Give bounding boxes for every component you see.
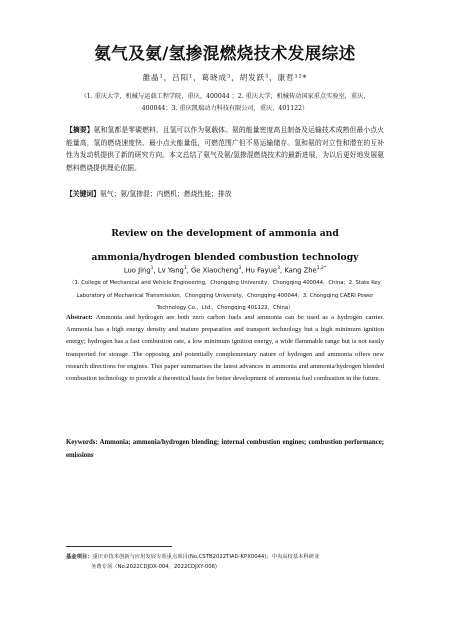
- author-affiliation-mark: 1: [150, 266, 154, 271]
- abstract-chinese: [66, 124, 384, 174]
- abstract-label-chinese: 【摘要】: [66, 126, 94, 134]
- author-list-chinese: 雒晶¹，吕阳¹，葛晓成³，胡发跃³，康哲¹²*: [142, 73, 308, 82]
- author-affiliation-mark: 3: [277, 266, 280, 271]
- author-affiliation-mark: 1,2*: [316, 266, 327, 271]
- author-name: Hu Fayue: [245, 266, 278, 275]
- abstract-text-english: Ammonia and hydrogen are both zero carbon fuels and ammonia can be used as a hydrogen carrier. Ammonia has a high energy density and mature preparation and transport technology but a high minimum ignition energy; hydrogen has a fast combustion rate, a low minimum ignition energy, a wide flammable range but is not easily transported for storage. The opposing and potentially complementary nature of hydrogen and ammonia offers new research directions for engines. This paper summarises the latest advances in ammonia and ammonia/hydrogen blended combustion technology to provide a theoretical basis for better development of ammonia fuel combustion in the future.: [66, 314, 384, 383]
- funding-text-line-1: 重庆市技术创新与应用发展专项重点项目(No.CSTB2022TIAD-KPX0044)；中央高校基本科研业: [92, 554, 320, 560]
- keywords-text-chinese: 氨气；氨/氢掺混；内燃机；燃烧性能；排放: [99, 190, 232, 198]
- author-name: Ge Xiaocheng: [191, 266, 239, 275]
- keywords-chinese: [66, 188, 384, 200]
- keywords-label-chinese: 【关键词】: [66, 190, 100, 198]
- paper-title-english: Review on the development of ammonia and ammonia/hydrogen blended combustion technology: [91, 228, 359, 263]
- funding-text-line-2: 务费专项（No.2022CDJDX-004、2022CDJXY-006): [91, 564, 218, 570]
- paper-title-chinese: 氨气及氨/氢掺混燃烧技术发展综述: [94, 44, 356, 63]
- author-affiliation-mark: 1: [183, 266, 187, 271]
- funding-footnote: [66, 552, 384, 572]
- footnote-divider: [66, 546, 172, 547]
- author-name: Luo Jing: [123, 266, 151, 275]
- author-name: Lv Yang: [157, 266, 184, 275]
- author-affiliation-mark: 3: [238, 266, 242, 271]
- abstract-text-chinese: 氨和氢都是零碳燃料，且氢可以作为氨载体。氨的能量密度高且制备及运输技术成熟但最小点火能量高，氢的燃烧速度快、最小点火能量低，可燃范围广但不易运输储存。氢和氨的对立性和潜在的互补性为发动机提供了新的研究方向。本文总结了氨气及氨/氢掺混燃烧技术的最新进展，为以后更好地发展氨燃料燃烧提供理论依据。: [66, 126, 385, 172]
- affiliations-chinese: （1. 重庆大学，机械与运载工程学院，重庆，400044 ；2. 重庆大学，机械传动国家重点实验室，重庆，400044；3. 重庆凯瑞动力科技有限公司，重庆，401122）: [80, 93, 370, 112]
- abstract-english: [66, 312, 384, 385]
- author-name: Kang Zhe: [284, 266, 317, 275]
- abstract-label-english: Abstract:: [66, 314, 93, 321]
- keywords-english: [66, 436, 384, 462]
- keywords-label-english: Keywords:: [66, 439, 98, 446]
- keywords-text-english: Ammonia; ammonia/hydrogen blending; internal combustion engines; combustion performance; emissions: [66, 439, 384, 459]
- author-list-english: Luo Jing$^1$, Lv Yang$^1$, Ge Xiaocheng$^3$, Hu Fayue$^3$, Kang Zhe$^{1,2*}$: [123, 266, 327, 275]
- affiliations-english: （1. College of Mechanical and Vehicle Engineering，Chongqing University，Chongqing 400044，China；2. State Key Laboratory of Mechanical Transmission，Chongqing University，Chongqing 400044；3. Chongqing CAERI Power Technology Co.，Ltd.，Chongqing 401122，China）: [69, 280, 381, 312]
- funding-label: 基金项目：: [66, 554, 93, 560]
